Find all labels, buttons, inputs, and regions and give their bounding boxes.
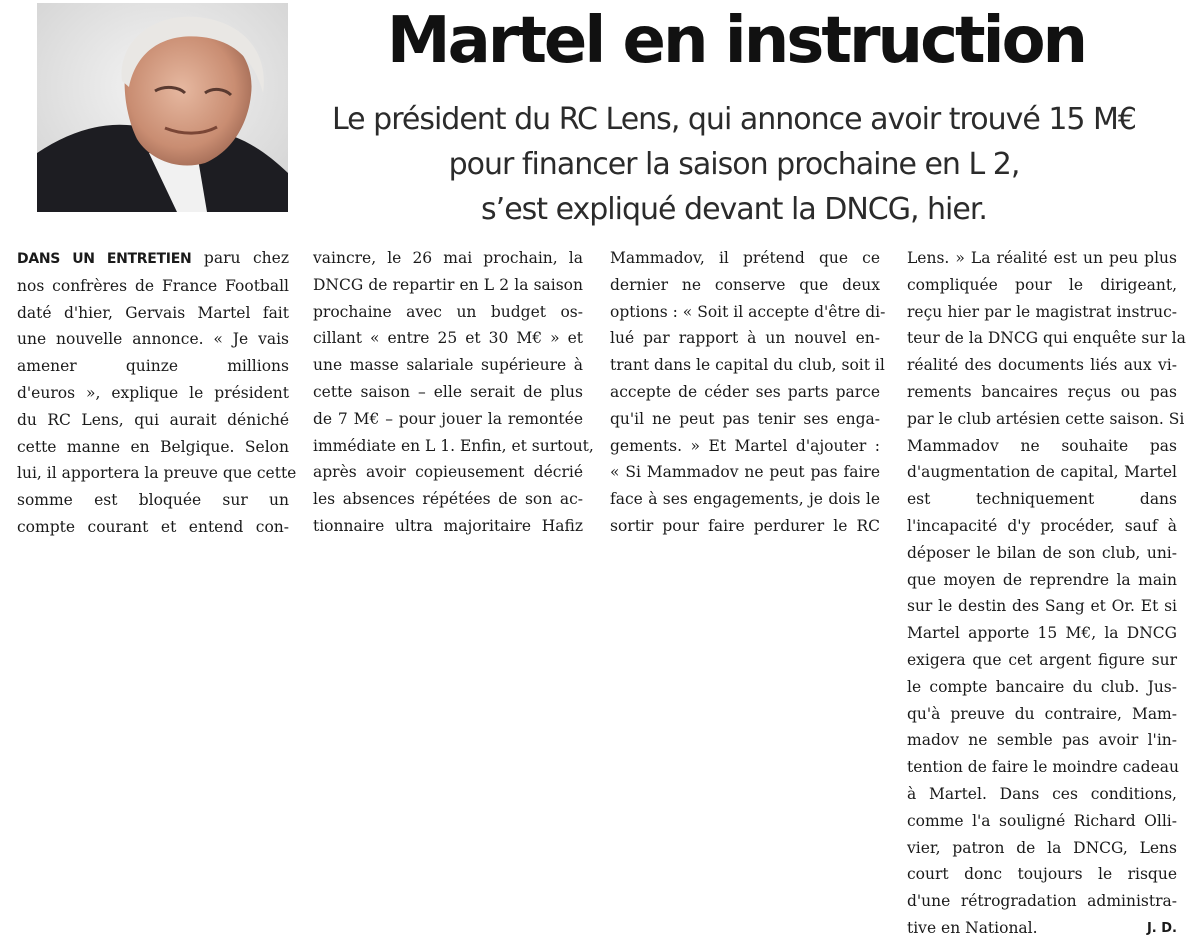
text-line: nos confrères de France Football [17, 276, 289, 295]
text-line: vier, patron de la DNCG, Lens [907, 838, 1177, 857]
text-line: options : « Soit il accepte d'être di- [610, 302, 886, 321]
article-column-1 [17, 245, 297, 541]
author-signature: J. D. [1146, 920, 1177, 936]
portrait-illustration [37, 3, 288, 212]
text-line: qu'à preuve du contraire, Mam- [907, 704, 1177, 723]
text-line: comme l'a souligné Richard Olli- [907, 811, 1177, 830]
text-line: daté d'hier, Gervais Martel fait [17, 303, 289, 322]
text-line: « Si Mammadov ne peut pas faire [610, 463, 880, 482]
headline: Martel en instruction [386, 4, 1086, 78]
text-line: que moyen de reprendre la main [907, 570, 1177, 589]
text-line: réalité des documents liés aux vi- [907, 356, 1177, 375]
text-line: lué par rapport à un nouvel en- [610, 329, 880, 348]
text-line: d'augmentation de capital, Martel [907, 463, 1177, 482]
article-column-4 [907, 245, 1186, 943]
text-line: par le club artésien cette saison. Si [907, 409, 1185, 428]
text-line: Mammadov, il prétend que ce [610, 249, 880, 267]
article-column-3 [610, 245, 886, 540]
text-line: cette manne en Belgique. Selon [17, 437, 289, 456]
text-line: madov ne semble pas avoir l'in- [907, 731, 1177, 750]
text-line: est techniquement dans [907, 490, 1177, 509]
text-line: l'incapacité d'y procéder, sauf à [907, 516, 1177, 535]
text-line: accepte de céder ses parts parce [610, 382, 880, 401]
lead-in: DANS UN ENTRETIEN [17, 251, 192, 267]
text-line: DANS UN ENTRETIEN paru chez [17, 249, 289, 267]
text-line: amener quinze millions [17, 357, 289, 376]
article-column-2 [313, 245, 594, 540]
text-line: de 7 M€ – pour jouer la remontée [313, 409, 583, 428]
text-line: prochaine avec un budget os- [313, 302, 583, 321]
text-line: sur le destin des Sang et Or. Et si [907, 597, 1177, 616]
text-line: cillant « entre 25 et 30 M€ » et [313, 329, 583, 348]
text-line: qu'il ne peut pas tenir ses enga- [610, 409, 880, 428]
text-line: court donc toujours le risque [907, 865, 1177, 884]
text-line: d'euros », explique le président [17, 383, 289, 402]
text-line: compte courant et entend con- [17, 517, 289, 536]
text-line: exigera que cet argent figure sur [907, 650, 1177, 669]
text-line: tionnaire ultra majoritaire Hafiz [313, 516, 583, 535]
text-line: cette saison – elle serait de plus [313, 382, 583, 401]
text-line: d'une rétrogradation administra- [907, 892, 1177, 911]
text-line: les absences répétées de son ac- [313, 490, 583, 509]
text-line: vaincre, le 26 mai prochain, la [313, 249, 583, 267]
text-line: déposer le bilan de son club, uni- [907, 543, 1177, 562]
portrait-photo [37, 3, 288, 212]
subhead [298, 97, 1170, 232]
text-line: compliquée pour le dirigeant, [907, 275, 1177, 294]
text-line: immédiate en L 1. Enfin, et surtout, [313, 436, 594, 455]
text-line: Martel apporte 15 M€, la DNCG [907, 624, 1177, 643]
text-line: DNCG de repartir en L 2 la saison [313, 275, 583, 294]
subhead-line: pour financer la saison prochaine en L 2, [448, 147, 1020, 182]
text-line: rements bancaires reçus ou pas [907, 382, 1177, 401]
text-line: Lens. » La réalité est un peu plus [907, 249, 1177, 267]
text-line: trant dans le capital du club, soit il [610, 356, 885, 375]
text-line: le compte bancaire du club. Jus- [907, 677, 1177, 696]
text-line: à Martel. Dans ces conditions, [907, 784, 1177, 803]
text-line: gements. » Et Martel d'ajouter : [610, 436, 880, 455]
subhead-line: s’est expliqué devant la DNCG, hier. [481, 192, 987, 227]
text-line: reçu hier par le magistrat instruc- [907, 302, 1177, 321]
text-line: tention de faire le moindre cadeau [907, 758, 1179, 777]
text-line: face à ses engagements, je dois le [610, 490, 880, 509]
text-line: sortir pour faire perdurer le RC [610, 516, 880, 535]
text-line: tive en National. J. D. [907, 915, 1177, 942]
text-line: dernier ne conserve que deux [610, 275, 880, 294]
text-line: somme est bloquée sur un [17, 491, 289, 510]
text-line: Mammadov ne souhaite pas [907, 436, 1177, 455]
text-line: lui, il apportera la preuve que cette [17, 464, 297, 483]
text-line: du RC Lens, qui aurait déniché [17, 410, 289, 429]
text-line: une nouvelle annonce. « Je vais [17, 330, 289, 349]
text-line: une masse salariale supérieure à [313, 356, 583, 375]
subhead-line: Le président du RC Lens, qui annonce avoir trouvé 15 M€ [331, 102, 1137, 137]
text-line: après avoir copieusement décrié [313, 463, 583, 482]
text-line: teur de la DNCG qui enquête sur la [907, 329, 1186, 348]
